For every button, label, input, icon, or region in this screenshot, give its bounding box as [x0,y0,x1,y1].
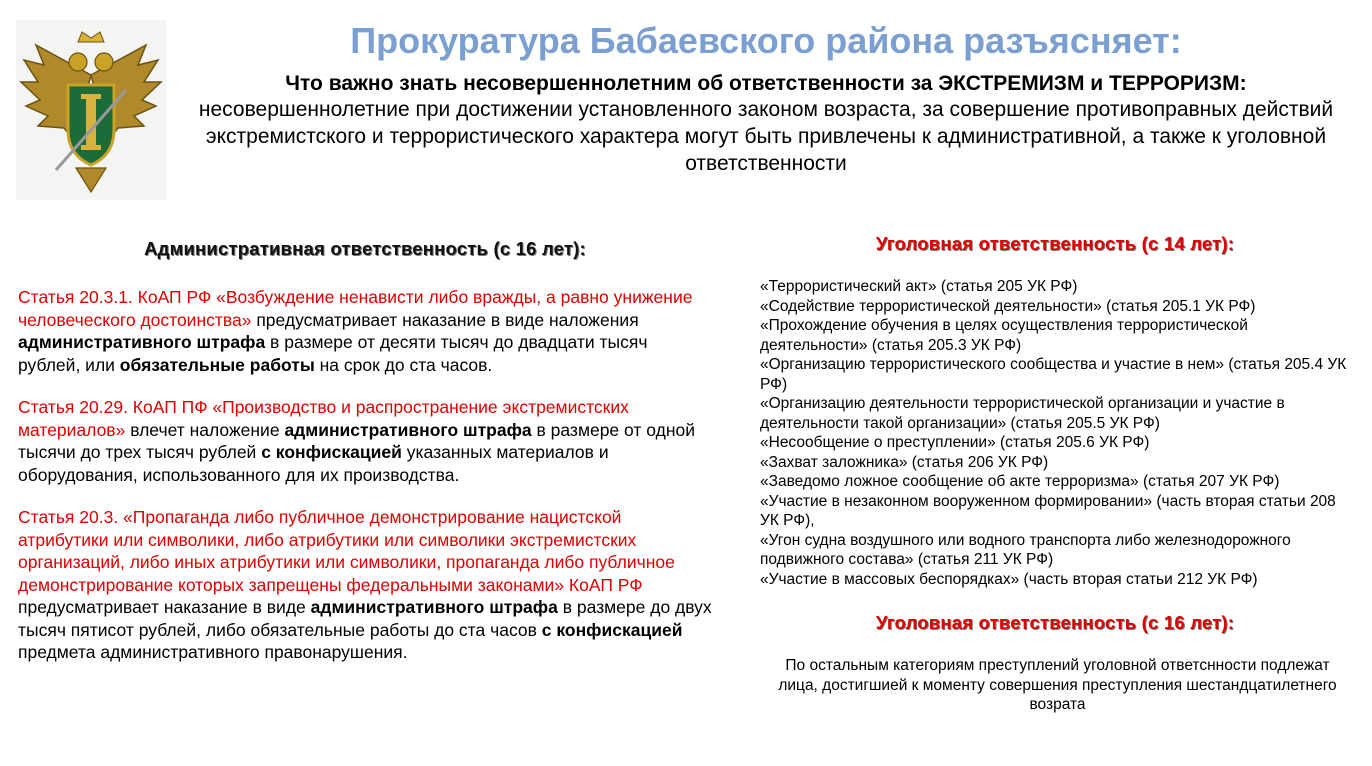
prosecutor-emblem-icon [16,20,166,200]
admin-text: предусматривает наказание в виде наложения [251,309,639,330]
admin-section [18,286,712,684]
admin-text: в размере до двух тысяч пятисот рублей, либо обязательные работы до ста часов [18,597,712,640]
list-item: «Прохождение обучения в целях осуществления террористической деятельности» (статья 205.3 УК РФ) [760,317,1248,354]
list-item: «Захват заложника» (статья 206 УК РФ) [760,453,1049,471]
admin-item [18,396,712,486]
admin-text: предусматривает наказание в виде [18,597,311,617]
criminal16-text: По остальным категориям преступлений уголовной ответснности подлежат лица, достигшией к моменту совершения преступления шестандцатилетнего возрата [778,657,1337,713]
admin-text: предмета административного правонарушения. [18,642,408,662]
admin-item [18,286,712,376]
list-item: «Угон судна воздушного или водного транспорта либо железнодорожного подвижного состава» (статья 211 УК РФ) [760,531,1291,568]
admin-article: Статья 20.29. КоАП ПФ «Производство и распространение экстремистских материалов» [18,397,629,440]
admin-bold: административного штрафа [284,419,532,440]
admin-text: в размере от одной тысячи до трех тысяч рублей [18,419,695,462]
criminal16-heading: Уголовная ответственность (с 16 лет): [875,612,1235,633]
admin-bold: с конфискацией [541,619,683,640]
list-item: «Террористический акт» (статья 205 УК РФ) [760,278,1078,295]
admin-bold: обязательные работы [119,354,315,375]
admin-bold: административного штрафа [18,332,266,352]
intro-text: несовершеннолетние при достижении установленного законом возраста, за совершение противоправных действий экстремистского и террористического характера могут быть привлечены к административной, а также к уголовной ответственности [198,98,1334,175]
admin-text: в размере от десяти тысяч до двадцати тысяч рублей, или [18,332,648,375]
list-item: «Организацию деятельности террористической организации и участие в деятельности такой организации» (статья 205.5 УК РФ) [760,395,1285,432]
criminal14-list [760,277,1354,589]
page-subtitle: Что важно знать несовершеннолетним об ответственности за ЭКСТРЕМИЗМ и ТЕРРОРИЗМ: [285,72,1247,95]
admin-bold: с конфискацией [261,442,402,462]
admin-item [18,506,712,664]
list-item: «Несообщение о преступлении» (статья 205.6 УК РФ) [760,434,1150,451]
list-item: «Организацию террористического сообщества и участие в нем» (статья 205.4 УК РФ) [760,356,1347,393]
list-item: «Заведомо ложное сообщение об акте терроризма» (статья 207 УК РФ) [760,473,1280,490]
admin-heading: Административная ответственность (с 16 лет): [144,238,586,259]
admin-article: Статья 20.3. «Пропаганда либо публичное демонстрирование нацистской атрибутики или символики, либо атрибутики или символики экстремистских организаций, либо иных атрибутики или символики, пропаганда либо публичное демонстрирование которых запрещены федеральными законами» КоАП РФ [18,507,675,595]
admin-text: влечет наложение [125,419,285,440]
criminal14-heading: Уголовная ответственность (с 14 лет): [875,233,1235,254]
admin-text: указанных материалов и оборудования, использованного для их производства. [18,442,609,485]
list-item: «Содействие террористической деятельности» (статья 205.1 УК РФ) [760,297,1256,315]
admin-article: Статья 20.3.1. КоАП РФ «Возбуждение ненависти либо вражды, а равно унижение человеческого достоинства» [18,287,693,330]
list-item: «Участие в незаконном вооруженном формировании» (часть вторая статьи 208 УК РФ), [760,492,1336,529]
admin-bold: административного штрафа [310,597,558,617]
page-title: Прокуратура Бабаевского района разъясняет: [350,20,1182,61]
list-item: «Участие в массовых беспорядках» (часть вторая статьи 212 УК РФ) [760,570,1258,588]
admin-text: на срок до ста часов. [314,354,493,375]
